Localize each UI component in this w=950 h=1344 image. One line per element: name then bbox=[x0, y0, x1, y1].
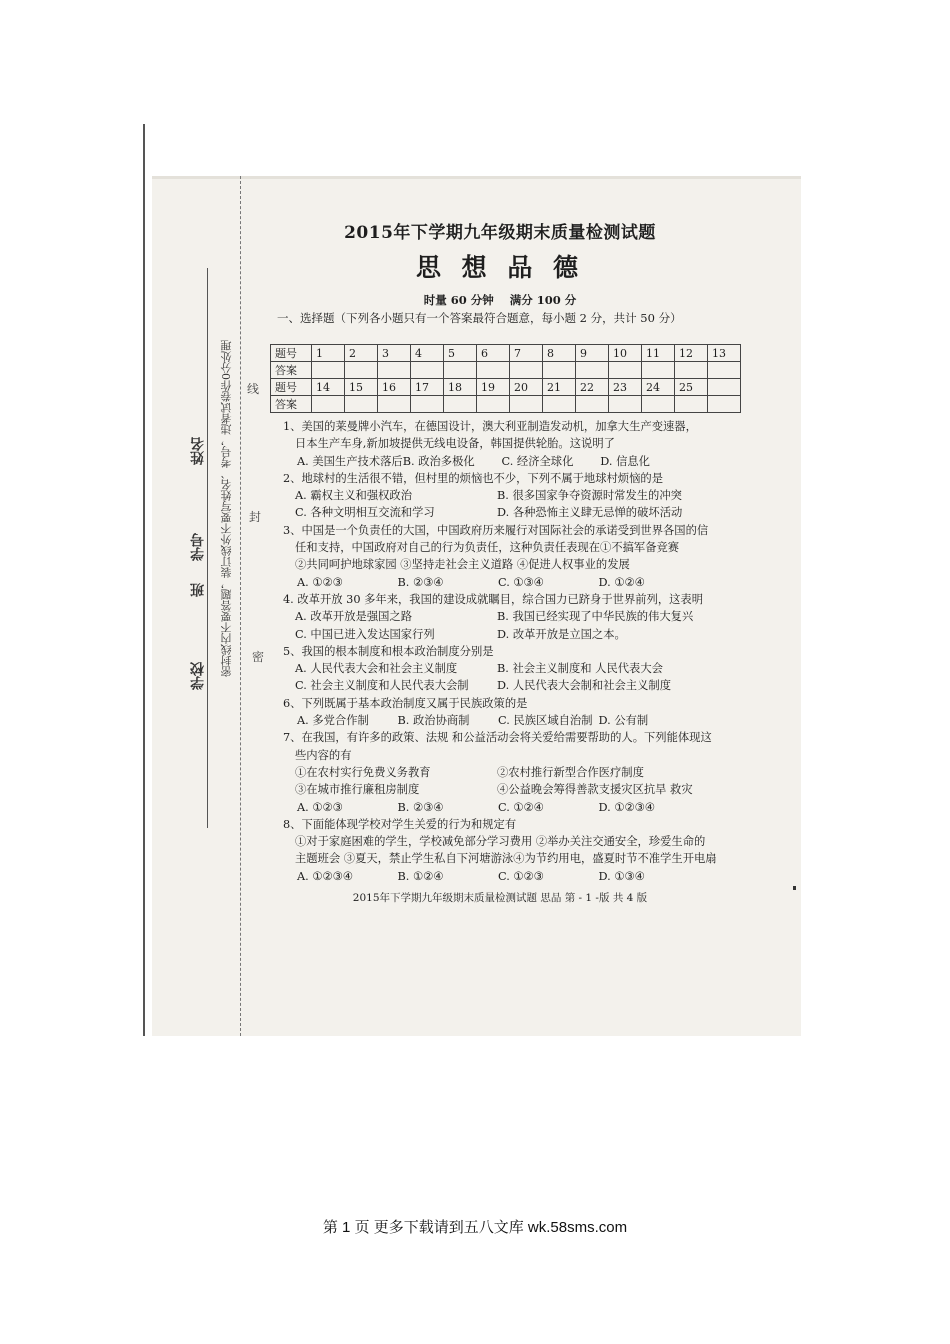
grid-question-number: 13 bbox=[708, 345, 741, 362]
seal-char-line: 线 bbox=[247, 382, 260, 396]
question-option: D. 信息化 bbox=[600, 454, 650, 468]
grid-answer-cell bbox=[378, 362, 411, 379]
option-row bbox=[283, 868, 699, 885]
question-option: D. ①②④ bbox=[598, 575, 645, 589]
grid-question-number: 7 bbox=[510, 345, 543, 362]
grid-question-number: 3 bbox=[378, 345, 411, 362]
grid-answer-cell bbox=[708, 362, 741, 379]
grid-question-number: 24 bbox=[642, 379, 675, 396]
grid-question-number: 9 bbox=[576, 345, 609, 362]
question-option: B. ②③④ bbox=[397, 575, 444, 589]
grid-question-number: 21 bbox=[543, 379, 576, 396]
question-option: ①在农村实行免费义务教育 bbox=[295, 765, 431, 779]
grid-question-number: 10 bbox=[609, 345, 642, 362]
grid-question-number: 4 bbox=[411, 345, 444, 362]
grid-question-number: 11 bbox=[642, 345, 675, 362]
question-item bbox=[283, 695, 699, 730]
exam-subject: 思 想 品 德 bbox=[415, 253, 585, 282]
question-option: B. 政治多极化 bbox=[402, 454, 475, 468]
question-item bbox=[283, 643, 699, 695]
question-stem-line: 任和支持，中国政府对自己的行为负责任，这种负责任表现在①不搞军备竞赛 bbox=[295, 541, 680, 555]
question-option: B. ②③④ bbox=[397, 800, 444, 814]
question-option: A. ①②③④ bbox=[297, 869, 353, 883]
grid-answer-cell bbox=[642, 396, 675, 413]
question-option: A. 改革开放是强国之路 bbox=[295, 610, 413, 624]
grid-answer-cell bbox=[609, 396, 642, 413]
grid-answer-cell bbox=[708, 379, 741, 396]
question-option: B. ①②④ bbox=[397, 869, 444, 883]
grid-answer-cell bbox=[477, 396, 510, 413]
question-option: B. 很多国家争夺资源时常发生的冲突 bbox=[497, 489, 682, 503]
question-item bbox=[283, 729, 712, 798]
question-stem-line: 6、下列既属于基本政治制度又属于民族政策的是 bbox=[283, 696, 528, 710]
grid-answer-cell bbox=[576, 396, 609, 413]
grid-answer-cell bbox=[576, 362, 609, 379]
question-option: C. ①②③ bbox=[498, 869, 544, 883]
field-class: 班 bbox=[190, 583, 206, 597]
grid-answer-cell bbox=[312, 396, 345, 413]
question-stem-line: ①对于家庭困难的学生，学校减免部分学习费用 ②举办关注交通安全，珍爱生命的 bbox=[295, 835, 706, 849]
question-option: A. ①②③ bbox=[297, 575, 343, 589]
grid-question-number: 23 bbox=[609, 379, 642, 396]
question-option: D. 公有制 bbox=[598, 714, 649, 728]
grid-question-number: 20 bbox=[510, 379, 543, 396]
option-row bbox=[283, 677, 699, 694]
question-stem-line: 1、美国的莱曼牌小汽车，在德国设计，澳大利亚制造发动机，加拿大生产变速器， bbox=[283, 420, 697, 433]
question-item bbox=[283, 591, 704, 643]
question-option: ④公益晚会筹得善款支援灾区抗旱 救灾 bbox=[497, 783, 693, 797]
question-option: ③在城市推行廉租房制度 bbox=[295, 783, 420, 797]
question-option: C. ①②④ bbox=[498, 800, 544, 814]
grid-answer-cell bbox=[411, 396, 444, 413]
field-student-no: 学号 bbox=[190, 533, 206, 561]
grid-label-a: 答案 bbox=[271, 396, 312, 413]
question-option: B. 政治协商制 bbox=[397, 714, 470, 728]
grid-answer-cell bbox=[411, 362, 444, 379]
grid-answer-cell bbox=[345, 362, 378, 379]
question-stem-line: 主题班会 ③夏天，禁止学生私自下河塘游泳④为节约用电，盛夏时节不准学生开电扇 bbox=[295, 852, 717, 866]
question-option: D. 改革开放是立国之本。 bbox=[497, 627, 626, 641]
grid-answer-cell bbox=[312, 362, 345, 379]
question-option: C. ①③④ bbox=[498, 575, 544, 589]
seal-char-secret: 密 bbox=[252, 650, 265, 664]
question-option: B. 我国已经实现了中华民族的伟大复兴 bbox=[497, 610, 694, 624]
question-option: D. 各种恐怖主义肆无忌惮的破坏活动 bbox=[497, 506, 683, 520]
grid-label-q: 题号 bbox=[271, 379, 312, 396]
grid-question-number: 5 bbox=[444, 345, 477, 362]
option-row bbox=[283, 487, 699, 504]
scan-speck bbox=[793, 886, 796, 890]
question-option: A. 霸权主义和强权政治 bbox=[295, 489, 413, 503]
page-footer: 第 1 页 更多下载请到五八文库 wk.58sms.com bbox=[322, 1219, 628, 1236]
question-stem-line: 日本生产车身,新加坡提供无线电设备，韩国提供轮胎。这说明了 bbox=[295, 437, 615, 451]
paper-footer: 2015年下学期九年级期末质量检测试题 思品 第 - 1 -版 共 4 版 bbox=[352, 892, 648, 904]
option-row bbox=[283, 453, 699, 470]
seal-char-seal: 封 bbox=[249, 510, 262, 524]
option-row bbox=[283, 660, 699, 677]
grid-answer-cell bbox=[510, 362, 543, 379]
grid-question-number: 22 bbox=[576, 379, 609, 396]
exam-score: 满分 100 分 bbox=[509, 293, 577, 307]
grid-answer-cell bbox=[609, 362, 642, 379]
grid-answer-cell bbox=[477, 362, 510, 379]
question-option: A. 人民代表大会和社会主义制度 bbox=[295, 662, 458, 676]
grid-answer-cell bbox=[444, 362, 477, 379]
question-stem-line: 8、下面能体现学校对学生关爱的行为和规定有 bbox=[283, 817, 517, 831]
grid-question-number: 15 bbox=[345, 379, 378, 396]
grid-label-q: 题号 bbox=[271, 345, 312, 362]
answer-grid-row bbox=[271, 345, 741, 362]
question-option: A. 美国生产技术落后 bbox=[297, 454, 403, 468]
grid-answer-cell bbox=[345, 396, 378, 413]
question-item bbox=[283, 799, 699, 816]
grid-question-number: 1 bbox=[312, 345, 345, 362]
grid-answer-cell bbox=[378, 396, 411, 413]
question-option: D. ①②③④ bbox=[598, 800, 655, 814]
question-item bbox=[283, 470, 699, 522]
grid-question-number: 16 bbox=[378, 379, 411, 396]
question-option: ②农村推行新型合作医疗制度 bbox=[497, 765, 644, 779]
grid-answer-cell bbox=[675, 396, 708, 413]
grid-answer-cell bbox=[444, 396, 477, 413]
question-list bbox=[283, 418, 717, 885]
question-stem-line: 2、地球村的生活很不错，但村里的烦恼也不少，下列不属于地球村烦恼的是 bbox=[283, 471, 663, 485]
answer-grid bbox=[270, 344, 741, 413]
question-option: C. 经济全球化 bbox=[501, 454, 574, 468]
exam-title: 2015年下学期九年级期末质量检测试题 bbox=[344, 223, 656, 243]
option-row bbox=[283, 504, 699, 521]
question-stem-line: 4. 改革开放 30 多年来，我国的建设成就瞩目，综合国力已跻身于世界前列，这表明 bbox=[283, 592, 704, 606]
question-option: D. ①③④ bbox=[598, 869, 645, 883]
binding-warning: 密封线内不要答题，装订线外不要写姓名、考号，违者试卷作0分处理 bbox=[220, 340, 233, 677]
question-stem-line: 3、中国是一个负责任的大国，中国政府历来履行对国际社会的承诺受到世界各国的信 bbox=[283, 523, 709, 537]
option-row bbox=[283, 764, 699, 781]
binding-dashed-line bbox=[240, 176, 241, 1036]
grid-question-number: 8 bbox=[543, 345, 576, 362]
grid-question-number: 6 bbox=[477, 345, 510, 362]
grid-answer-cell bbox=[642, 362, 675, 379]
question-option: C. 中国已进入发达国家行列 bbox=[295, 627, 435, 641]
field-school: 学校 bbox=[190, 662, 206, 690]
field-name: 姓名 bbox=[190, 437, 206, 465]
grid-answer-cell bbox=[543, 362, 576, 379]
question-option: C. 民族区域自治制 bbox=[498, 714, 593, 728]
option-row bbox=[283, 781, 699, 798]
grid-question-number: 18 bbox=[444, 379, 477, 396]
question-option: A. 多党合作制 bbox=[297, 714, 369, 728]
question-stem-line: 7、在我国，有许多的政策、法规 和公益活动会将关爱给需要帮助的人。下列能体现这 bbox=[283, 731, 712, 745]
grid-question-number: 19 bbox=[477, 379, 510, 396]
question-item bbox=[283, 522, 709, 591]
question-item bbox=[283, 418, 699, 470]
grid-answer-cell bbox=[708, 396, 741, 413]
answer-grid-row bbox=[271, 379, 741, 396]
exam-meta bbox=[290, 292, 710, 308]
grid-question-number: 17 bbox=[411, 379, 444, 396]
question-stem-line: ②共同呵护地球家园 ③坚持走社会主义道路 ④促进人权事业的发展 bbox=[295, 558, 630, 572]
question-option: C. 社会主义制度和人民代表大会制 bbox=[295, 679, 469, 693]
grid-label-a: 答案 bbox=[271, 362, 312, 379]
answer-grid-row bbox=[271, 362, 741, 379]
option-row bbox=[283, 712, 699, 729]
question-option: B. 社会主义制度和 人民代表大会 bbox=[497, 662, 663, 676]
question-stem-line: 5、我国的根本制度和根本政治制度分别是 bbox=[283, 644, 494, 658]
grid-question-number: 14 bbox=[312, 379, 345, 396]
grid-question-number: 12 bbox=[675, 345, 708, 362]
question-item bbox=[283, 816, 717, 885]
exam-time: 时量 60 分钟 bbox=[423, 293, 494, 307]
question-option: D. 人民代表大会制和社会主义制度 bbox=[497, 679, 671, 693]
option-row bbox=[283, 799, 699, 816]
grid-answer-cell bbox=[543, 396, 576, 413]
section-heading: 一、选择题（下列各小题只有一个答案最符合题意，每小题 2 分，共计 50 分） bbox=[277, 311, 682, 325]
option-row bbox=[283, 626, 699, 643]
grid-answer-cell bbox=[675, 362, 708, 379]
question-option: A. ①②③ bbox=[297, 800, 343, 814]
grid-question-number: 2 bbox=[345, 345, 378, 362]
option-row bbox=[283, 608, 699, 625]
question-stem-line: 些内容的有 bbox=[295, 748, 352, 762]
answer-grid-row bbox=[271, 396, 741, 413]
question-option: C. 各种文明相互交流和学习 bbox=[295, 506, 435, 520]
option-row bbox=[283, 574, 699, 591]
grid-question-number: 25 bbox=[675, 379, 708, 396]
grid-answer-cell bbox=[510, 396, 543, 413]
